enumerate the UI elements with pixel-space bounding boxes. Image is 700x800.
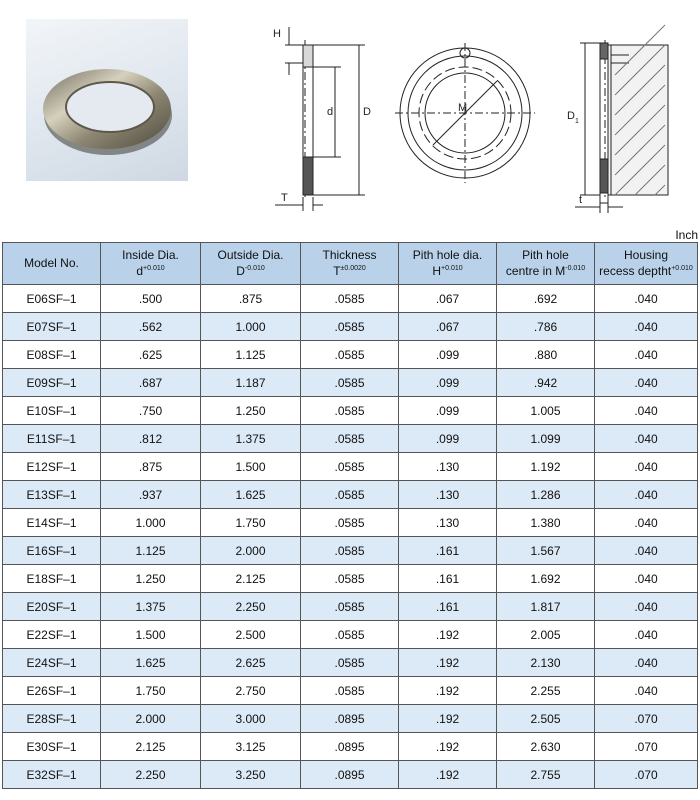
value-cell: 2.755 [497, 761, 595, 789]
value-cell: .161 [399, 537, 497, 565]
value-cell: .0585 [301, 313, 399, 341]
value-cell: .0585 [301, 565, 399, 593]
value-cell: .040 [595, 313, 698, 341]
value-cell: .070 [595, 705, 698, 733]
value-cell: .192 [399, 705, 497, 733]
label-h: H [273, 28, 281, 40]
value-cell: .192 [399, 649, 497, 677]
column-header-text: Housing [623, 248, 669, 262]
value-cell: 2.255 [497, 677, 595, 705]
value-cell: .0585 [301, 509, 399, 537]
column-header-text: Outside Dia. [217, 248, 284, 262]
value-cell: 2.625 [201, 649, 301, 677]
value-cell: .692 [497, 285, 595, 313]
value-cell: 1.625 [201, 481, 301, 509]
column-header-2 [201, 243, 301, 285]
label-d1-sub: 1 [575, 118, 579, 125]
model-cell: E10SF–1 [3, 397, 101, 425]
value-cell: 2.000 [201, 537, 301, 565]
column-header-text: centre in M [505, 264, 566, 278]
value-cell: 1.099 [497, 425, 595, 453]
column-header-text: -0.010 [565, 265, 586, 272]
value-cell: 1.500 [201, 453, 301, 481]
value-cell: 3.125 [201, 733, 301, 761]
value-cell: 1.375 [201, 425, 301, 453]
table-row [3, 481, 698, 509]
table-row [3, 761, 698, 789]
column-header-3 [301, 243, 399, 285]
value-cell: .0585 [301, 537, 399, 565]
model-cell: E08SF–1 [3, 341, 101, 369]
value-cell: .192 [399, 733, 497, 761]
value-cell: .0585 [301, 649, 399, 677]
column-header-text: Thickness [322, 248, 377, 262]
value-cell: 1.817 [497, 593, 595, 621]
column-header-6 [595, 243, 698, 285]
washer-photo [26, 19, 188, 181]
column-header-5 [497, 243, 595, 285]
value-cell: 2.000 [101, 705, 201, 733]
value-cell: 1.250 [101, 565, 201, 593]
value-cell: .880 [497, 341, 595, 369]
value-cell: 1.500 [101, 621, 201, 649]
value-cell: .099 [399, 425, 497, 453]
value-cell: .0585 [301, 677, 399, 705]
column-header-text: +0.010 [441, 265, 463, 272]
label-t-thickness: T [281, 192, 288, 204]
table-body [3, 285, 698, 789]
value-cell: .500 [101, 285, 201, 313]
table-row [3, 285, 698, 313]
value-cell: 3.250 [201, 761, 301, 789]
column-header-text: ±0.0020 [340, 265, 366, 272]
value-cell: .0895 [301, 705, 399, 733]
value-cell: .942 [497, 369, 595, 397]
value-cell: .130 [399, 453, 497, 481]
value-cell: 2.630 [497, 733, 595, 761]
value-cell: 1.380 [497, 509, 595, 537]
model-cell: E30SF–1 [3, 733, 101, 761]
technical-drawings [255, 15, 695, 215]
value-cell: 1.692 [497, 565, 595, 593]
value-cell: .812 [101, 425, 201, 453]
column-header-0 [3, 243, 101, 285]
value-cell: .040 [595, 537, 698, 565]
value-cell: 1.567 [497, 537, 595, 565]
value-cell: .192 [399, 677, 497, 705]
value-cell: .0895 [301, 733, 399, 761]
value-cell: .040 [595, 285, 698, 313]
table-row [3, 565, 698, 593]
label-t-recess: t [579, 194, 583, 206]
value-cell: 1.750 [101, 677, 201, 705]
table-row [3, 649, 698, 677]
value-cell: .0585 [301, 425, 399, 453]
table-row [3, 509, 698, 537]
value-cell: .040 [595, 369, 698, 397]
value-cell: 2.505 [497, 705, 595, 733]
model-cell: E18SF–1 [3, 565, 101, 593]
table-row [3, 369, 698, 397]
unit-label: Inch [675, 228, 698, 242]
value-cell: .040 [595, 621, 698, 649]
value-cell: .0585 [301, 369, 399, 397]
column-header-text: Model No. [24, 256, 79, 270]
value-cell: 1.005 [497, 397, 595, 425]
table-row [3, 537, 698, 565]
value-cell: 2.130 [497, 649, 595, 677]
model-cell: E26SF–1 [3, 677, 101, 705]
column-header-text: H [432, 264, 442, 278]
value-cell: .0585 [301, 285, 399, 313]
specification-table [2, 242, 698, 789]
value-cell: 3.000 [201, 705, 301, 733]
model-cell: E22SF–1 [3, 621, 101, 649]
column-header-text: T [333, 264, 341, 278]
value-cell: .0585 [301, 453, 399, 481]
value-cell: .875 [101, 453, 201, 481]
column-header-text: recess depth [599, 264, 668, 278]
value-cell: .937 [101, 481, 201, 509]
value-cell: .067 [399, 285, 497, 313]
table-row [3, 313, 698, 341]
model-cell: E28SF–1 [3, 705, 101, 733]
value-cell: .040 [595, 341, 698, 369]
value-cell: .161 [399, 565, 497, 593]
value-cell: 2.750 [201, 677, 301, 705]
value-cell: .750 [101, 397, 201, 425]
column-header-text: d [136, 264, 144, 278]
value-cell: .0585 [301, 481, 399, 509]
value-cell: .0585 [301, 341, 399, 369]
value-cell: .625 [101, 341, 201, 369]
value-cell: .040 [595, 565, 698, 593]
label-d1: D [567, 110, 575, 122]
value-cell: 1.187 [201, 369, 301, 397]
value-cell: .0895 [301, 761, 399, 789]
model-cell: E07SF–1 [3, 313, 101, 341]
table-header-row [3, 243, 698, 285]
column-header-text: +0.010 [671, 265, 693, 272]
value-cell: .040 [595, 677, 698, 705]
model-cell: E24SF–1 [3, 649, 101, 677]
value-cell: .070 [595, 733, 698, 761]
column-header-1 [101, 243, 201, 285]
value-cell: .099 [399, 369, 497, 397]
value-cell: .040 [595, 425, 698, 453]
model-cell: E11SF–1 [3, 425, 101, 453]
column-header-4 [399, 243, 497, 285]
table-row [3, 677, 698, 705]
value-cell: 1.625 [101, 649, 201, 677]
value-cell: 2.125 [101, 733, 201, 761]
value-cell: 2.500 [201, 621, 301, 649]
value-cell: .0585 [301, 397, 399, 425]
value-cell: .192 [399, 761, 497, 789]
value-cell: 2.250 [101, 761, 201, 789]
value-cell: .130 [399, 481, 497, 509]
value-cell: 1.125 [201, 341, 301, 369]
value-cell: .040 [595, 649, 698, 677]
column-header-text: -0.010 [244, 265, 265, 272]
value-cell: 1.750 [201, 509, 301, 537]
table-row [3, 341, 698, 369]
column-header-text: D [236, 264, 245, 278]
column-header-text: +0.010 [143, 265, 165, 272]
model-cell: E14SF–1 [3, 509, 101, 537]
model-cell: E13SF–1 [3, 481, 101, 509]
value-cell: .070 [595, 761, 698, 789]
model-cell: E16SF–1 [3, 537, 101, 565]
column-header-text: Pith hole dia. [412, 248, 483, 262]
label-m: M [458, 102, 468, 114]
value-cell: 1.000 [201, 313, 301, 341]
column-header-text: Inside Dia. [122, 248, 179, 262]
value-cell: 1.192 [497, 453, 595, 481]
model-cell: E09SF–1 [3, 369, 101, 397]
model-cell: E20SF–1 [3, 593, 101, 621]
value-cell: .0585 [301, 621, 399, 649]
value-cell: .040 [595, 453, 698, 481]
value-cell: 1.286 [497, 481, 595, 509]
value-cell: 2.250 [201, 593, 301, 621]
table-row [3, 705, 698, 733]
value-cell: .099 [399, 397, 497, 425]
value-cell: .099 [399, 341, 497, 369]
value-cell: .040 [595, 481, 698, 509]
table-row [3, 425, 698, 453]
value-cell: .067 [399, 313, 497, 341]
value-cell: .687 [101, 369, 201, 397]
value-cell: .130 [399, 509, 497, 537]
label-D: D [363, 106, 371, 118]
value-cell: .161 [399, 593, 497, 621]
table-row [3, 593, 698, 621]
value-cell: .875 [201, 285, 301, 313]
table-row [3, 621, 698, 649]
value-cell: 1.375 [101, 593, 201, 621]
value-cell: .040 [595, 509, 698, 537]
value-cell: .0585 [301, 593, 399, 621]
value-cell: .040 [595, 397, 698, 425]
value-cell: .562 [101, 313, 201, 341]
model-cell: E32SF–1 [3, 761, 101, 789]
value-cell: .192 [399, 621, 497, 649]
value-cell: 1.000 [101, 509, 201, 537]
column-header-text: Pith hole [522, 248, 569, 262]
value-cell: .786 [497, 313, 595, 341]
value-cell: 1.250 [201, 397, 301, 425]
model-cell: E06SF–1 [3, 285, 101, 313]
value-cell: 2.005 [497, 621, 595, 649]
label-d: d [327, 106, 334, 118]
value-cell: 1.125 [101, 537, 201, 565]
table-row [3, 733, 698, 761]
column-header-text: t [667, 264, 672, 278]
value-cell: 2.125 [201, 565, 301, 593]
table-row [3, 453, 698, 481]
model-cell: E12SF–1 [3, 453, 101, 481]
table-row [3, 397, 698, 425]
value-cell: .040 [595, 593, 698, 621]
